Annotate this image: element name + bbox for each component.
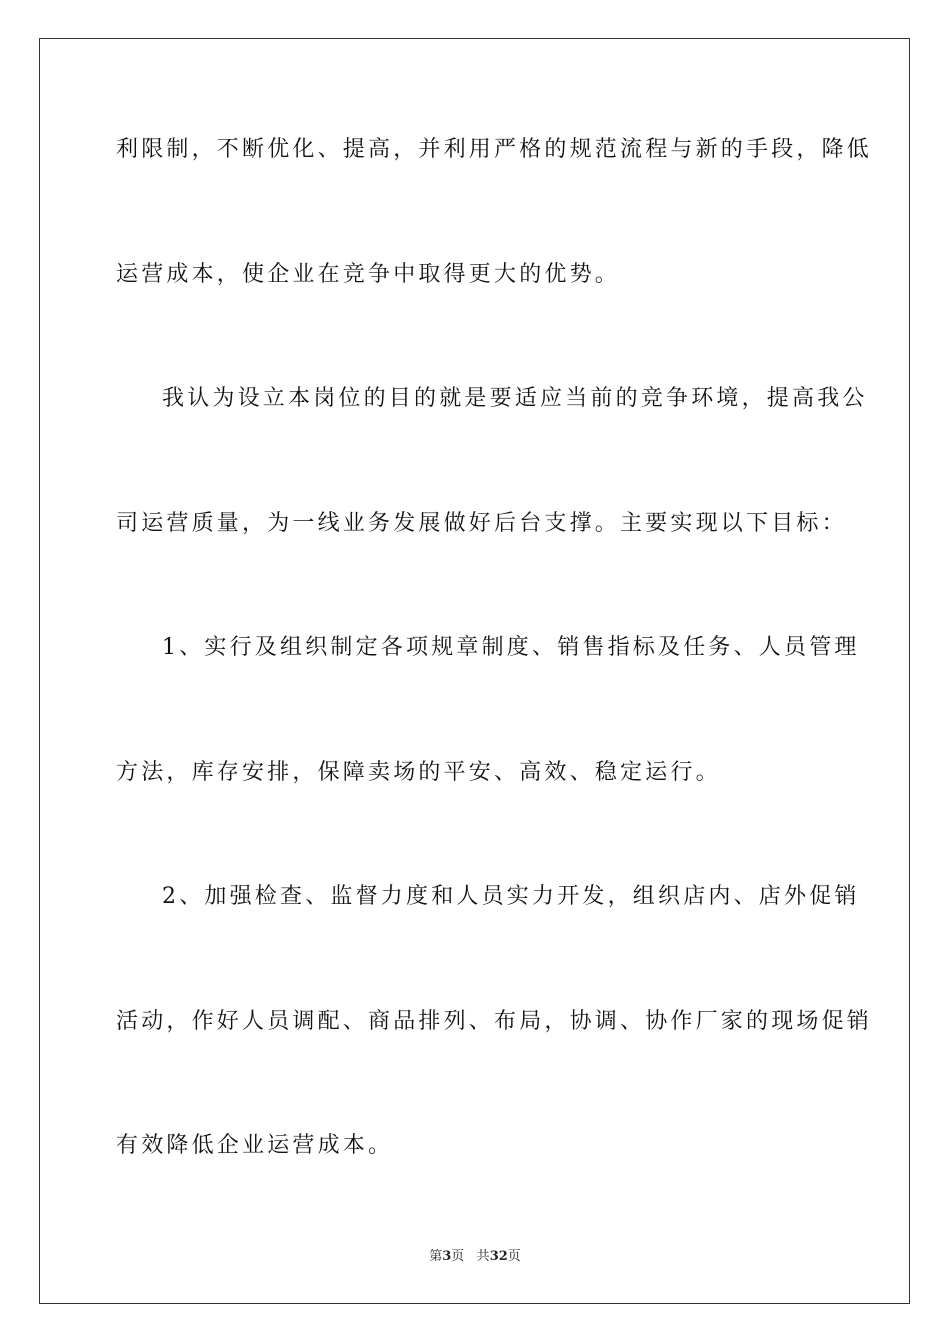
body-line-7: 2、加强检查、监督力度和人员实力开发，组织店内、店外促销 xyxy=(162,884,860,909)
page-footer xyxy=(0,1248,950,1266)
body-line-2: 运营成本，使企业在竞争中取得更大的优势。 xyxy=(116,262,621,287)
page-frame xyxy=(39,38,910,1304)
body-line-6: 方法，库存安排，保障卖场的平安、高效、稳定运行。 xyxy=(116,760,721,785)
total-suffix: 页 xyxy=(507,1249,521,1264)
body-line-3: 我认为设立本岗位的目的就是要适应当前的竞争环境，提高我公 xyxy=(162,386,868,411)
page-prefix: 第 xyxy=(429,1249,443,1264)
body-line-4: 司运营质量，为一线业务发展做好后台支撑。主要实现以下目标： xyxy=(116,511,847,536)
total-prefix: 共 xyxy=(476,1249,490,1264)
body-line-5: 1、实行及组织制定各项规章制度、销售指标及任务、人员管理 xyxy=(162,635,860,660)
page-suffix: 页 xyxy=(451,1249,465,1264)
body-line-1: 利限制，不断优化、提高，并利用严格的规范流程与新的手段，降低 xyxy=(116,137,873,162)
total-pages: 32 xyxy=(489,1249,508,1264)
body-line-9: 有效降低企业运营成本。 xyxy=(116,1133,394,1158)
page-number: 3 xyxy=(442,1249,452,1264)
body-line-8: 活动，作好人员调配、商品排列、布局，协调、协作厂家的现场促销 xyxy=(116,1009,873,1034)
